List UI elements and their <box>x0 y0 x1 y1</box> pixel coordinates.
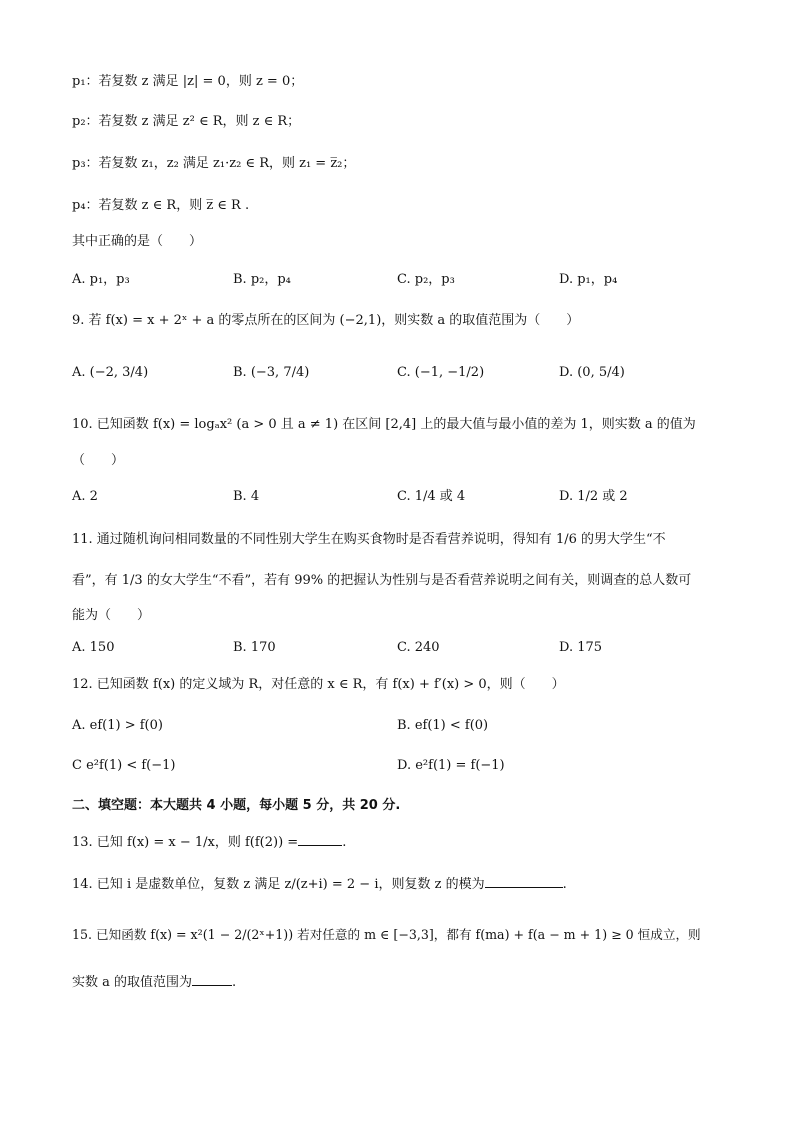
q13-line <box>72 831 346 853</box>
q14-end: . <box>562 877 567 892</box>
q10-stem-line2: （ ） <box>72 453 125 468</box>
q12-option-c[interactable]: C e²f(1) < f(−1) <box>72 758 176 773</box>
statement-p1: p₁：若复数 z 满足 |z| = 0，则 z = 0； <box>72 74 304 89</box>
q14-line <box>72 873 567 895</box>
q8-option-d[interactable]: D. p₁，p₄ <box>559 272 618 287</box>
q11-stem-line3: 能为（ ） <box>72 608 151 623</box>
q8-question-tail: 其中正确的是（ ） <box>72 234 203 249</box>
q8-option-b[interactable]: B. p₂，p₄ <box>233 272 291 287</box>
q12-stem: 12. 已知函数 f(x) 的定义域为 R，对任意的 x ∈ R，有 f(x) + f′(x) > 0，则（ ） <box>72 677 565 692</box>
statement-p2: p₂：若复数 z 满足 z² ∈ R，则 z ∈ R； <box>72 114 301 129</box>
q10-option-d[interactable]: D. 1/2 或 2 <box>559 489 628 504</box>
q8-option-c[interactable]: C. p₂，p₃ <box>397 272 455 287</box>
q10-option-a[interactable]: A. 2 <box>72 489 98 504</box>
q12-option-b[interactable]: B. ef(1) < f(0) <box>397 718 489 733</box>
q12-option-a[interactable]: A. ef(1) > f(0) <box>72 718 163 733</box>
q14-stem: 14. 已知 i 是虚数单位，复数 z 满足 z/(z+i) = 2 − i，则复数 z 的模为 <box>72 877 485 892</box>
q9-option-a[interactable]: A. (−2, 3/4) <box>72 365 149 380</box>
section2-heading: 二、填空题：本大题共 4 小题，每小题 5 分，共 20 分. <box>72 798 401 813</box>
q15-stem: 实数 a 的取值范围为 <box>72 975 193 990</box>
q13-stem: 13. 已知 f(x) = x − 1/x，则 f(f(2)) = <box>72 835 299 850</box>
q15-answer-blank[interactable] <box>192 971 232 986</box>
q15-end: . <box>232 975 237 990</box>
statement-p3: p₃：若复数 z₁，z₂ 满足 z₁·z₂ ∈ R，则 z₁ = z̅₂； <box>72 156 356 171</box>
q10-stem-line1: 10. 已知函数 f(x) = logₐx² (a > 0 且 a ≠ 1) 在区间 [2,4] 上的最大值与最小值的差为 1，则实数 a 的值为 <box>72 417 696 432</box>
q9-option-c[interactable]: C. (−1, −1/2) <box>397 365 485 380</box>
q9-option-b[interactable]: B. (−3, 7/4) <box>233 365 310 380</box>
statement-p4: p₄：若复数 z ∈ R，则 z̅ ∈ R . <box>72 198 250 213</box>
q11-option-b[interactable]: B. 170 <box>233 640 276 655</box>
q9-option-d[interactable]: D. (0, 5/4) <box>559 365 625 380</box>
q13-end: . <box>342 835 347 850</box>
q8-option-a[interactable]: A. p₁，p₃ <box>72 272 130 287</box>
q11-stem-line1: 11. 通过随机询问相同数量的不同性别大学生在购买食物时是否看营养说明，得知有 1/6 的男大学生“不 <box>72 532 666 547</box>
q15-line2 <box>72 971 236 993</box>
q14-answer-blank[interactable] <box>485 873 563 888</box>
q10-option-c[interactable]: C. 1/4 或 4 <box>397 489 466 504</box>
q11-option-c[interactable]: C. 240 <box>397 640 440 655</box>
q12-option-d[interactable]: D. e²f(1) = f(−1) <box>397 758 505 773</box>
q11-stem-line2: 看”，有 1/3 的女大学生“不看”，若有 99% 的把握认为性别与是否看营养说明之间有关，则调查的总人数可 <box>72 573 692 588</box>
q11-option-a[interactable]: A. 150 <box>72 640 115 655</box>
q10-option-b[interactable]: B. 4 <box>233 489 260 504</box>
q11-option-d[interactable]: D. 175 <box>559 640 603 655</box>
q15-stem-line1: 15. 已知函数 f(x) = x²(1 − 2/(2ˣ+1)) 若对任意的 m ∈ [−3,3]，都有 f(ma) + f(a − m + 1) ≥ 0 恒成立，则 <box>72 927 701 942</box>
q9-stem: 9. 若 f(x) = x + 2ˣ + a 的零点所在的区间为 (−2,1)，则实数 a 的取值范围为（ ） <box>72 313 580 328</box>
q13-answer-blank[interactable] <box>298 831 342 846</box>
